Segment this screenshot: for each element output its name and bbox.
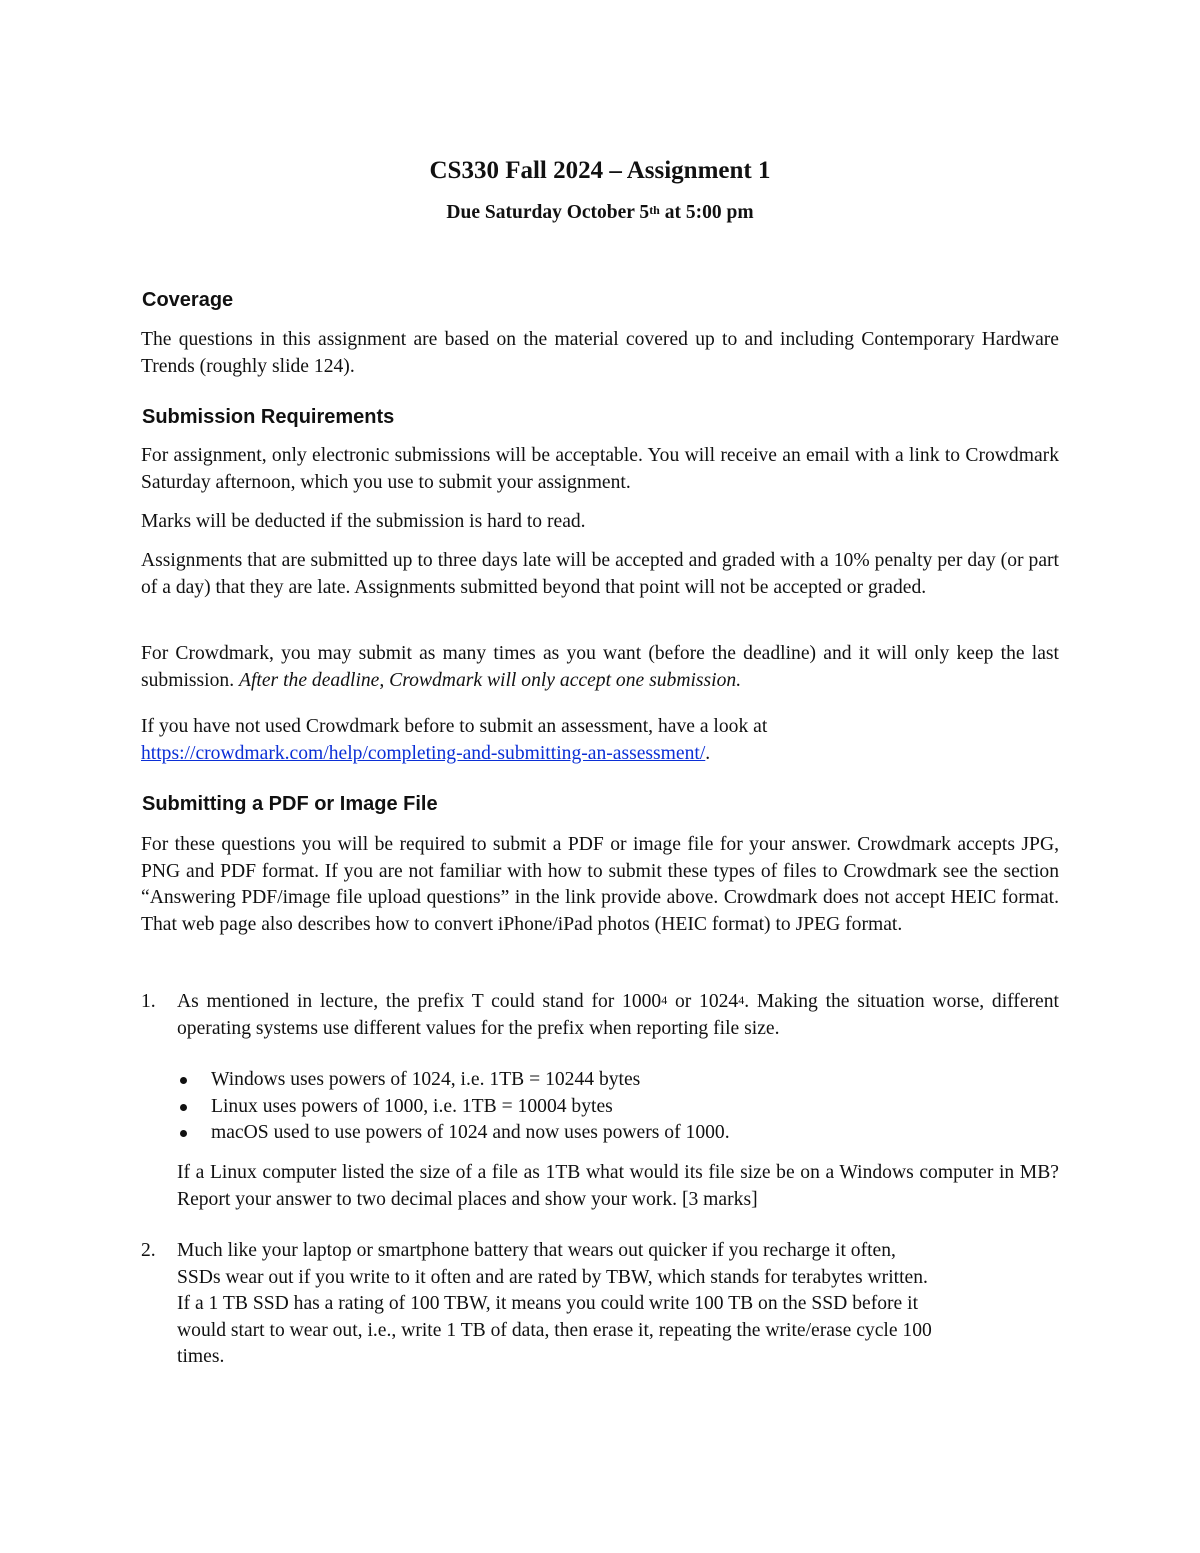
submission-heading: Submission Requirements — [142, 406, 395, 428]
bullet-icon — [180, 1130, 187, 1137]
question-1-intro-c: . Making the situation worse, different operating systems use different values for the prefix when reporting file size. — [177, 991, 1059, 1039]
list-item — [178, 1120, 1078, 1147]
question-1-intro-a: As mentioned in lecture, the prefix T could stand for 1000 — [177, 991, 662, 1012]
bullet-text: macOS used to use powers of 1024 and now uses powers of 1000. — [211, 1122, 730, 1143]
question-2-line-4: would start to wear out, i.e., write 1 TB of data, then erase it, repeating the write/erase cycle 100 — [177, 1319, 932, 1341]
document-title: CS330 Fall 2024 – Assignment 1 — [429, 157, 771, 184]
crowdmark-help-link[interactable]: https://crowdmark.com/help/completing-and-submitting-an-assessment/ — [141, 742, 706, 764]
due-date-ordinal: th — [649, 203, 660, 217]
question-1 — [141, 989, 1059, 1042]
question-1-exponent-1: 4 — [661, 993, 668, 1007]
coverage-text: The questions in this assignment are based on the material covered up to and including Contemporary Hardware Trends (roughly slide 124). — [141, 329, 1059, 377]
due-date-prefix: Due Saturday October 5 — [446, 202, 650, 223]
pdf-section-heading: Submitting a PDF or Image File — [142, 793, 438, 815]
due-date — [141, 200, 1059, 226]
question-1-prompt: If a Linux computer listed the size of a file as 1TB what would its file size be on a Windows computer in MB? Report your answer to two decimal places and show your work. [3 marks] — [177, 1162, 1059, 1210]
submission-paragraph-3: Assignments that are submitted up to three days late will be accepted and graded with a 10% penalty per day (or part of a day) that they are late. Assignments submitted beyond that point will not be accepted or graded. — [141, 550, 1059, 598]
question-1-intro — [177, 989, 1059, 1042]
submission-paragraph-4-italic: After the deadline, Crowdmark will only accept one submission. — [239, 669, 742, 691]
bullet-icon — [180, 1077, 187, 1084]
pdf-section-text: For these questions you will be required to submit a PDF or image file for your answer. Crowdmark accepts JPG, PNG and PDF format. If you are not familiar with how to submit these types of files to Crowdmark see the section “Answering PDF/image file upload questions” in the link provide above. Crowdmark does not accept HEIC format. That web page also describes how to convert iPhone/iPad photos (HEIC format) to JPEG format. — [141, 834, 1059, 935]
question-1-bullet-list — [178, 1067, 1078, 1147]
submission-paragraph-4-text: For Crowdmark, you may submit as many times as you want (before the deadline) and it will only keep the last submission. — [141, 643, 1059, 691]
submission-paragraph-5-text: If you have not used Crowdmark before to submit an assessment, have a look at — [141, 716, 768, 737]
question-2-number: 2. — [141, 1240, 156, 1261]
submission-paragraph-1: For assignment, only electronic submissions will be acceptable. You will receive an email with a link to Crowdmark Saturday afternoon, which you use to submit your assignment. — [141, 445, 1059, 493]
bullet-text: Linux uses powers of 1000, i.e. 1TB = 10004 bytes — [211, 1095, 613, 1117]
submission-paragraph-4 — [141, 641, 1059, 694]
question-2-line-5: times. — [177, 1346, 225, 1367]
question-2-line-2: SSDs wear out if you write to it often and are rated by TBW, which stands for terabytes written. — [177, 1266, 928, 1288]
submission-paragraph-2: Marks will be deducted if the submission is hard to read. — [141, 511, 586, 532]
question-2-line-3: If a 1 TB SSD has a rating of 100 TBW, it means you could write 100 TB on the SSD before it — [177, 1293, 919, 1314]
list-item — [178, 1067, 1078, 1094]
question-2-line-1: Much like your laptop or smartphone battery that wears out quicker if you recharge it often, — [177, 1240, 896, 1261]
due-date-suffix: at 5:00 pm — [659, 202, 754, 223]
question-1-number: 1. — [141, 991, 156, 1012]
list-item — [178, 1094, 1078, 1121]
bullet-icon — [180, 1104, 187, 1111]
question-1-exponent-2: 4 — [738, 993, 745, 1007]
submission-paragraph-5 — [141, 714, 1059, 767]
bullet-text: Windows uses powers of 1024, i.e. 1TB = 10244 bytes — [211, 1069, 641, 1090]
question-2 — [141, 1238, 1059, 1371]
submission-paragraph-5-end: . — [705, 742, 711, 764]
question-1-intro-b: or 1024 — [667, 991, 739, 1012]
coverage-heading: Coverage — [142, 289, 234, 311]
